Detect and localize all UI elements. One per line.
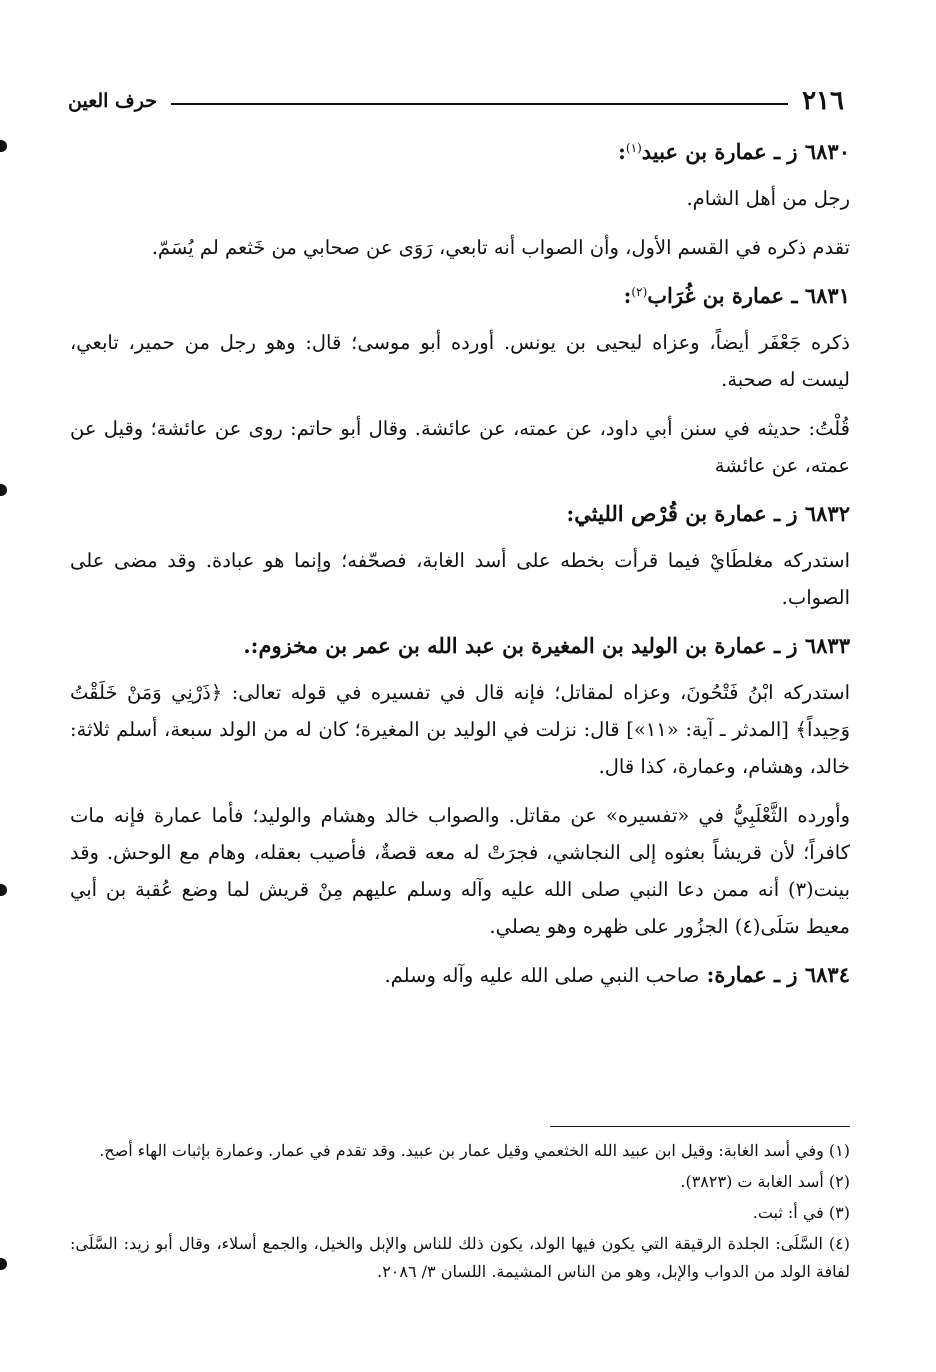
entry-paragraph: وأورده الثَّعْلَبِيُّ في «تفسيره» عن مقاتل. والصواب خالد وهشام والوليد؛ فأما عمارة فإنه مات كافراً؛ لأن قريشاً بعثوه إلى النجاشي، فجرَتْ له معه قصةٌ، فأصيب بعقله، وهام مع الوحش. وقد بينت(٣) أنه ممن دعا النبي صلى الله عليه وآله وسلم عليهم مِنْ قريش لما وضع عُقبة بن أبي معيط سَلَى(٤) الجزُور على ظهره وهو يصلي. <box>70 804 850 938</box>
running-title: حرف العين <box>68 90 157 112</box>
entry <box>70 278 850 484</box>
entry-title: ٦٨٣٠ ز ـ عمارة بن عبيد$^{(١)}$: <box>618 139 850 164</box>
entry-inline-text: صاحب النبي صلى الله عليه وآله وسلم. <box>384 964 700 987</box>
main-text <box>70 134 850 1004</box>
entry <box>70 134 850 266</box>
footnotes <box>70 1126 850 1289</box>
footnote-rule <box>550 1126 850 1127</box>
footnote: (٢) أسد الغابة ت (٣٨٢٣). <box>680 1172 850 1191</box>
entry-paragraph: استدركه مغلطَايْ فيما قرأت بخطه على أسد الغابة، فصحّفه؛ وإنما هو عبادة. وقد مضى على الصواب. <box>70 549 850 609</box>
entry-paragraph: قُلْتُ: حديثه في سنن أبي داود، عن عمته، عن عائشة. وقال أبو حاتم: روى عن عائشة؛ وقيل عن عمته، عن عائشة <box>70 417 850 477</box>
entry-title: ٦٨٣٣ ز ـ عمارة بن الوليد بن المغيرة بن عبد الله بن عمر بن مخزوم:. <box>243 633 850 658</box>
entry-paragraph: تقدم ذكره في القسم الأول، وأن الصواب أنه تابعي، رَوَى عن صحابي من خَثعم لم يُسَمّ. <box>151 236 850 259</box>
entry-paragraph: ذكره جَعْفَر أيضاً، وعزاه ليحيى بن يونس. أورده أبو موسى؛ قال: وهو رجل من حمير، تابعي، ليست له صحبة. <box>70 331 850 391</box>
binding-mark <box>0 884 7 896</box>
entry <box>70 957 850 994</box>
footnote-ref: (١) <box>625 141 642 155</box>
binding-mark <box>0 1258 7 1270</box>
entry-title: ٦٨٣٢ ز ـ عمارة بن قُرْص الليثي: <box>566 501 850 526</box>
header-rule <box>171 103 788 105</box>
footnote: (٣) في أ: ثبت. <box>752 1203 850 1222</box>
entry-paragraph: استدركه ابْنُ فَتْحُونَ، وعزاه لمقاتل؛ فإنه قال في تفسيره في قوله تعالى: ﴿ذَرْنِي وَمَنْ خَلَقْتُ وَحِيداً﴾ [المدثر ـ آية: «١١»] قال: نزلت في الوليد بن المغيرة؛ كان له من الولد سبعة، أسلم ثلاثة: خالد، وهشام، وعمارة، كذا قال. <box>70 681 850 778</box>
footnote: (٤) السَّلَى: الجلدة الرقيقة التي يكون فيها الولد، يكون ذلك للناس والإبل والخيل، والجمع أسلاء، وقال أبو زيد: السَّلَى: لفافة الولد من الدواب والإبل، وهو من الناس المشيمة. اللسان ٣/ ٢٠٨٦. <box>70 1234 850 1281</box>
binding-mark <box>0 140 7 152</box>
footnote: (١) وفي أسد الغابة: وقيل ابن عبيد الله الخثعمي وقيل عمار بن عبيد. وقد تقدم في عمار. وعمارة بإثبات الهاء أصح. <box>99 1141 850 1160</box>
footnote-ref: (٢) <box>631 285 648 299</box>
entry-title: ٦٨٣١ ـ عمارة بن غُرَاب$^{(٢)}$: <box>623 283 850 308</box>
entry-title: ٦٨٣٤ ز ـ عمارة: صاحب النبي صلى الله عليه وآله وسلم. <box>384 962 850 987</box>
page-number: ٢١٦ <box>802 86 844 116</box>
entry <box>70 628 850 945</box>
entry-paragraph: رجل من أهل الشام. <box>686 187 850 210</box>
page-header <box>68 84 844 118</box>
binding-mark <box>0 484 7 496</box>
entry <box>70 496 850 616</box>
